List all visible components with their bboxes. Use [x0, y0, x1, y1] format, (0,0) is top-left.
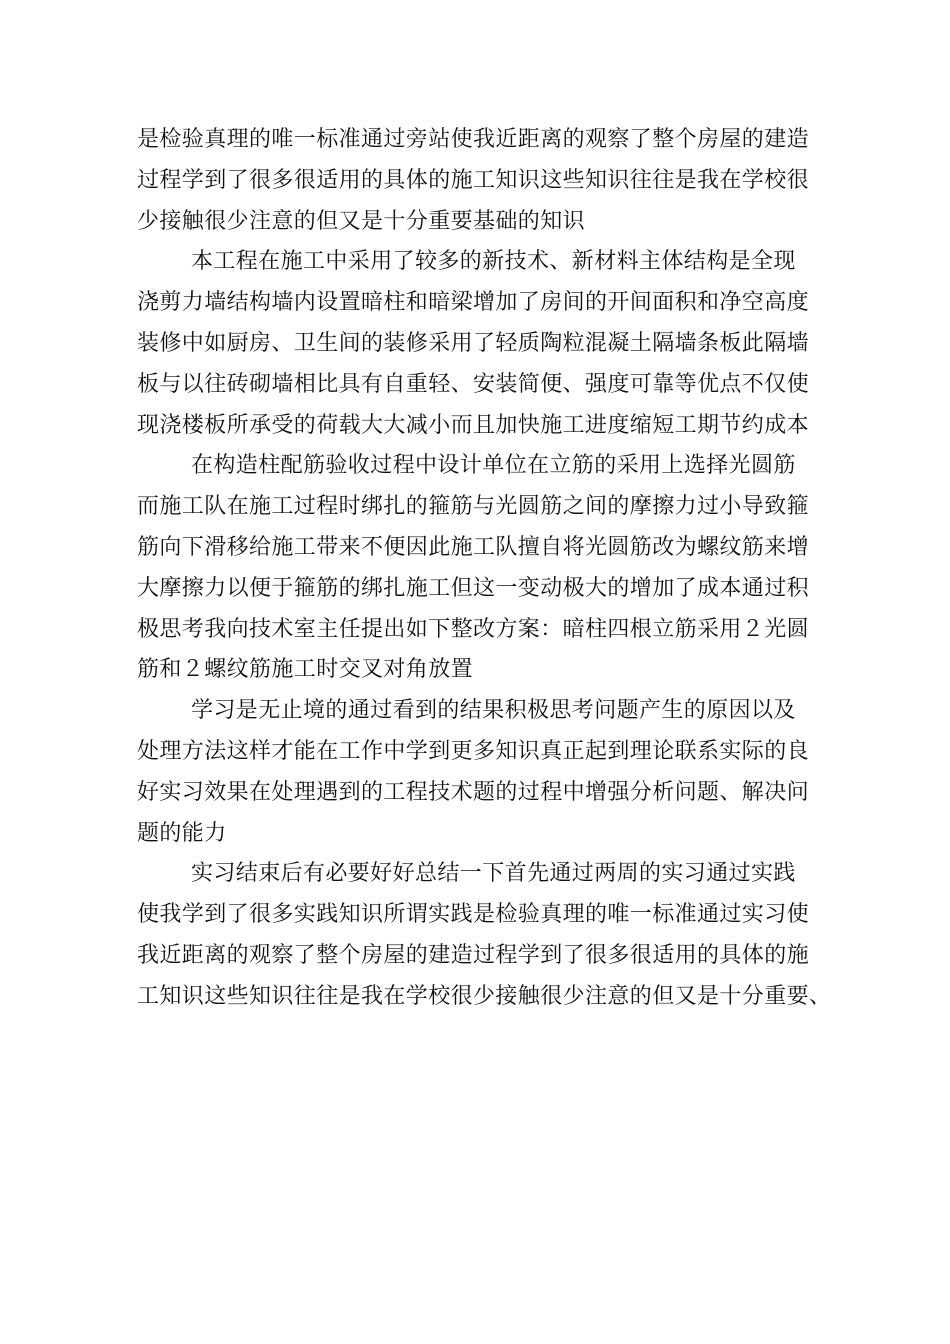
text-line: 装修中如厨房、卫生间的装修采用了轻质陶粒混凝土隔墙条板此隔墙	[137, 330, 810, 356]
paragraph-4	[137, 691, 827, 854]
text-line: 而施工队在施工过程时绑扎的箍筋与光圆筋之间的摩擦力过小导致箍	[137, 494, 810, 520]
text-line: 在构造柱配筋验收过程中设计单位在立筋的采用上选择光圆筋	[191, 453, 796, 479]
paragraph-5	[137, 854, 832, 1017]
text-line: 极思考我向技术室主任提出如下整改方案：暗柱四根立筋采用２光圆	[137, 616, 810, 642]
text-line: 过程学到了很多很适用的具体的施工知识这些知识往往是我在学校很	[137, 167, 810, 193]
text-line: 筋和２螺纹筋施工时交叉对角放置	[137, 657, 474, 683]
text-line: 筋向下滑移给施工带来不便因此施工队擅自将光圆筋改为螺纹筋来增	[137, 534, 810, 560]
text-line: 工知识这些知识往往是我在学校很少接触很少注意的但又是十分重要、	[137, 983, 832, 1009]
text-line: 处理方法这样才能在工作中学到更多知识真正起到理论联系实际的良	[137, 738, 810, 764]
text-line: 学习是无止境的通过看到的结果积极思考问题产生的原因以及	[191, 698, 796, 724]
text-line: 少接触很少注意的但又是十分重要基础的知识	[137, 208, 586, 234]
text-line: 本工程在施工中采用了较多的新技术、新材料主体结构是全现	[191, 249, 796, 275]
paragraph-1	[137, 120, 827, 242]
text-line: 题的能力	[137, 820, 227, 846]
document-body	[137, 120, 832, 1018]
text-line: 我近距离的观察了整个房屋的建造过程学到了很多很适用的具体的施	[137, 942, 810, 968]
paragraph-3	[137, 446, 827, 691]
text-line: 是检验真理的唯一标准通过旁站使我近距离的观察了整个房屋的建造	[137, 127, 810, 152]
text-line: 板与以往砖砌墙相比具有自重轻、安装简便、强度可靠等优点不仅使	[137, 371, 810, 397]
text-line: 现浇楼板所承受的荷载大大减小而且加快施工进度缩短工期节约成本	[137, 412, 810, 438]
text-line: 浇剪力墙结构墙内设置暗柱和暗梁增加了房间的开间面积和净空高度	[137, 290, 810, 316]
text-line: 使我学到了很多实践知识所谓实践是检验真理的唯一标准通过实习使	[137, 902, 810, 928]
text-line: 大摩擦力以便于箍筋的绑扎施工但这一变动极大的增加了成本通过积	[137, 575, 810, 601]
paragraph-2	[137, 242, 827, 446]
text-line: 实习结束后有必要好好总结一下首先通过两周的实习通过实践	[191, 861, 796, 887]
text-line: 好实习效果在处理遇到的工程技术题的过程中增强分析问题、解决问	[137, 779, 810, 805]
